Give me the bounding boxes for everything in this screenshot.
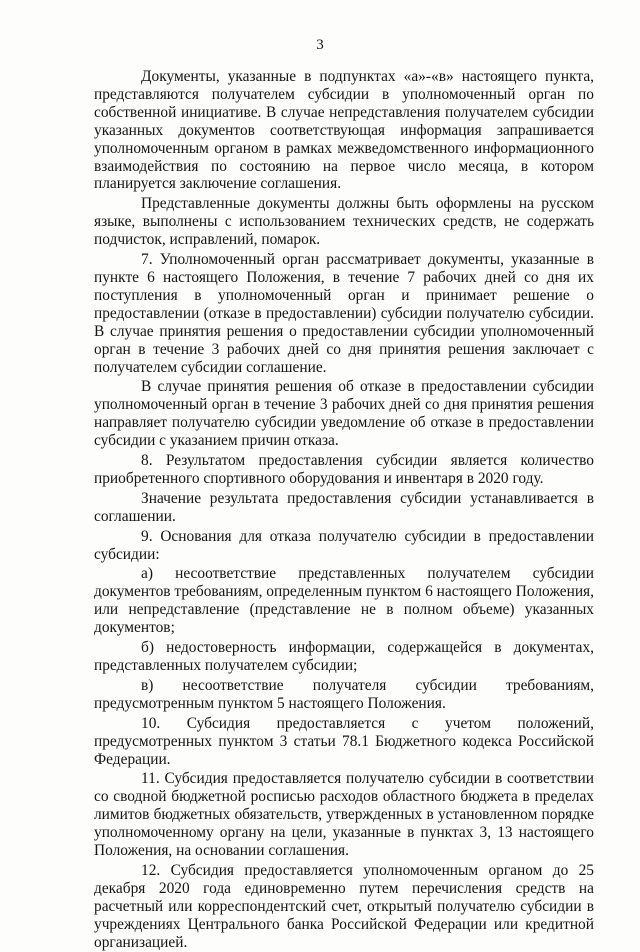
paragraph-item-9: 9. Основания для отказа получателю субсидии в предоставлении субсидии: (94, 527, 594, 563)
paragraph-item-9c: в) несоответствие получателя субсидии требованиям, предусмотренным пунктом 5 настоящего Положения. (94, 676, 594, 712)
paragraph-item-12: 12. Субсидия предоставляется уполномоченным органом до 25 декабря 2020 года единовременно путем перечисления средств на расчетный или корреспондентский счет, открытый получателю субсидии в учреждениях Центрального банка Российской Федерации или кредитной организацией. (94, 861, 594, 951)
paragraph-item-9b: б) недостоверность информации, содержащейся в документах, представленных получателем субсидии; (94, 639, 594, 674)
paragraph-documents-format: Представленные документы должны быть оформлены на русском языке, выполнены с использованием технических средств, не содержать подчисток, исправлений, помарок. (94, 195, 594, 249)
paragraph-result-value: Значение результата предоставления субсидии устанавливается в соглашении. (94, 489, 594, 525)
paragraph-documents-submission: Документы, указанные в подпунктах «а»-«в» настоящего пункта, представляются получателем субсидии в уполномоченный орган по собственной инициативе. В случае непредставления получателем субсидии указанных документов соответствующая информация запрашивается уполномоченным органом в рамках межведомственного информационного взаимодействия по состоянию на первое число месяца, в котором планируется заключение соглашения. (94, 68, 594, 193)
paragraph-item-10: 10. Субсидия предоставляется с учетом положений, предусмотренных пунктом 3 статьи 78.1 Бюджетного кодекса Российской Федерации. (94, 714, 594, 768)
paragraph-item-9a: а) несоответствие представленных получателем субсидии документов требованиям, определенным пунктом 6 настоящего Положения, или непредставление (представление не в полном объеме) указанных документов; (94, 565, 594, 637)
page-number: 3 (316, 37, 324, 53)
paragraph-item-11: 11. Субсидия предоставляется получателю субсидии в соответствии со сводной бюджетной росписью расходов областного бюджета в пределах лимитов бюджетных обязательств, утвержденных в установленном порядке уполномоченному органу на цели, указанные в пунктах 3, 13 настоящего Положения, на основании соглашения. (94, 770, 594, 860)
document-body (94, 68, 594, 952)
paragraph-refusal-notice: В случае принятия решения об отказе в предоставлении субсидии уполномоченный орган в течение 3 рабочих дней со дня принятия решения направляет получателю субсидии уведомление об отказе в предоставлении субсидии с указанием причин отказа. (94, 378, 594, 450)
paragraph-item-8: 8. Результатом предоставления субсидии является количество приобретенного спортивного оборудования и инвентаря в 2020 году. (94, 452, 594, 487)
paragraph-item-7: 7. Уполномоченный орган рассматривает документы, указанные в пункте 6 настоящего Положения, в течение 7 рабочих дней со дня их поступления в уполномоченный орган и принимает решение о предоставлении (отказе в предоставлении) субсидии получателю субсидии. В случае принятия решения о предоставлении субсидии уполномоченный орган в течение 3 рабочих дней со дня принятия решения заключает с получателем субсидии соглашение. (94, 251, 594, 376)
